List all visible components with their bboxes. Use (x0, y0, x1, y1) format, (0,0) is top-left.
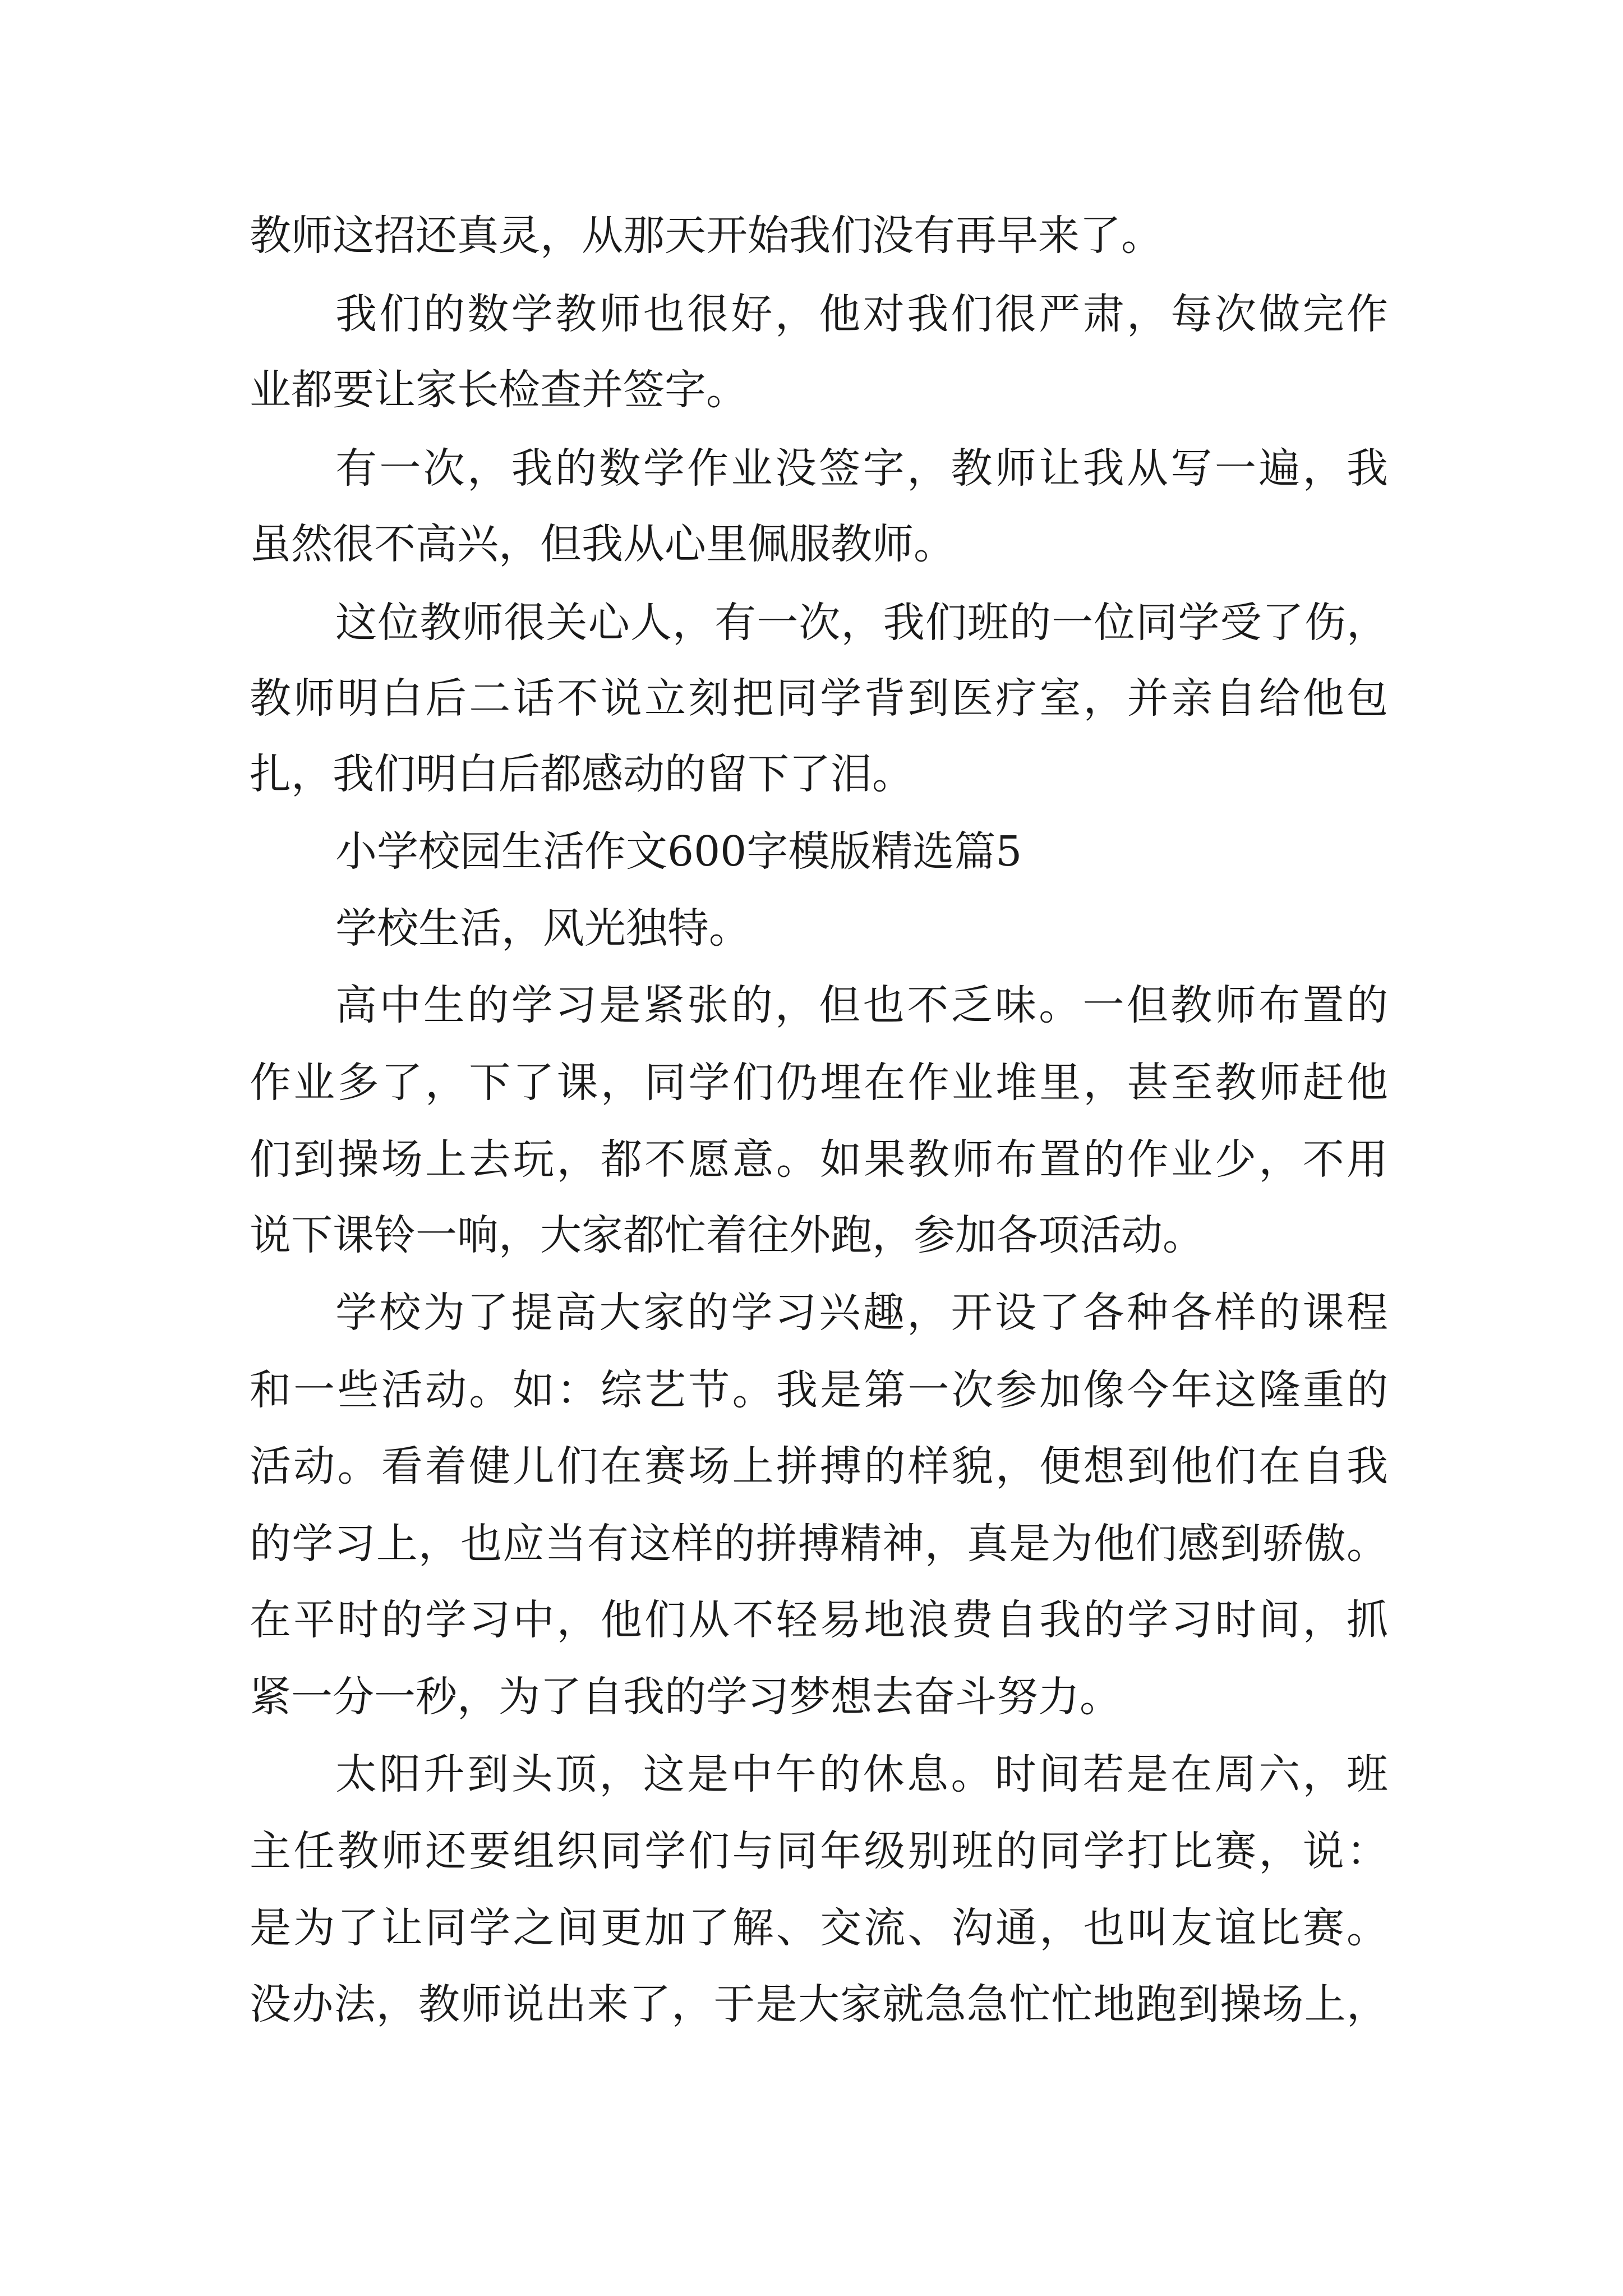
section-heading: 小学校园生活作文600字模版精选篇5 (335, 827, 1022, 876)
paragraph-start: 高中生的学习是紧张的，但也不乏味。一但教师布置的 (335, 981, 1388, 1029)
text-line: 作业多了，下了课，同学们仍埋在作业堆里，甚至教师赶他 (250, 1059, 1388, 1107)
text-line: 说下课铃一响，大家都忙着往外跑，参加各项活动。 (250, 1211, 1204, 1259)
text-line: 和一些活动。如：综艺节。我是第一次参加像今年这隆重的 (250, 1366, 1388, 1414)
paragraph-start: 学校为了提高大家的学习兴趣，开设了各种各样的课程 (335, 1289, 1388, 1337)
paragraph-start: 学校生活，风光独特。 (335, 904, 750, 953)
paragraph-start: 有一次，我的数学作业没签字，教师让我从写一遍，我 (335, 444, 1388, 493)
text-line: 虽然很不高兴，但我从心里佩服教师。 (250, 520, 955, 568)
text-line: 们到操场上去玩，都不愿意。如果教师布置的作业少，不用 (250, 1135, 1388, 1184)
text-line: 在平时的学习中，他们从不轻易地浪费自我的学习时间，抓 (250, 1596, 1388, 1644)
text-line: 没办法，教师说出来了，于是大家就急急忙忙地跑到操场上， (250, 1980, 1388, 2028)
paragraph-start: 太阳升到头顶，这是中午的休息。时间若是在周六，班 (335, 1750, 1388, 1798)
text-line: 业都要让家长检查并签字。 (250, 366, 748, 414)
text-line: 主任教师还要组织同学们与同年级别班的同学打比赛，说： (250, 1827, 1388, 1875)
paragraph-start: 我们的数学教师也很好，他对我们很严肃，每次做完作 (335, 290, 1388, 338)
text-line: 的学习上，也应当有这样的拼搏精神，真是为他们感到骄傲。 (250, 1520, 1388, 1568)
paragraph-start: 这位教师很关心人，有一次，我们班的一位同学受了伤， (335, 599, 1388, 647)
text-line: 扎，我们明白后都感动的留下了泪。 (250, 750, 914, 798)
text-line: 教师明白后二话不说立刻把同学背到医疗室，并亲自给他包 (250, 674, 1388, 723)
text-line: 教师这招还真灵，从那天开始我们没有再早来了。 (250, 211, 1163, 260)
text-line: 是为了让同学之间更加了解、交流、沟通，也叫友谊比赛。 (250, 1904, 1388, 1952)
text-line: 紧一分一秒，为了自我的学习梦想去奋斗努力。 (250, 1673, 1121, 1721)
text-line: 活动。看着健儿们在赛场上拼搏的样貌，便想到他们在自我 (250, 1442, 1388, 1490)
